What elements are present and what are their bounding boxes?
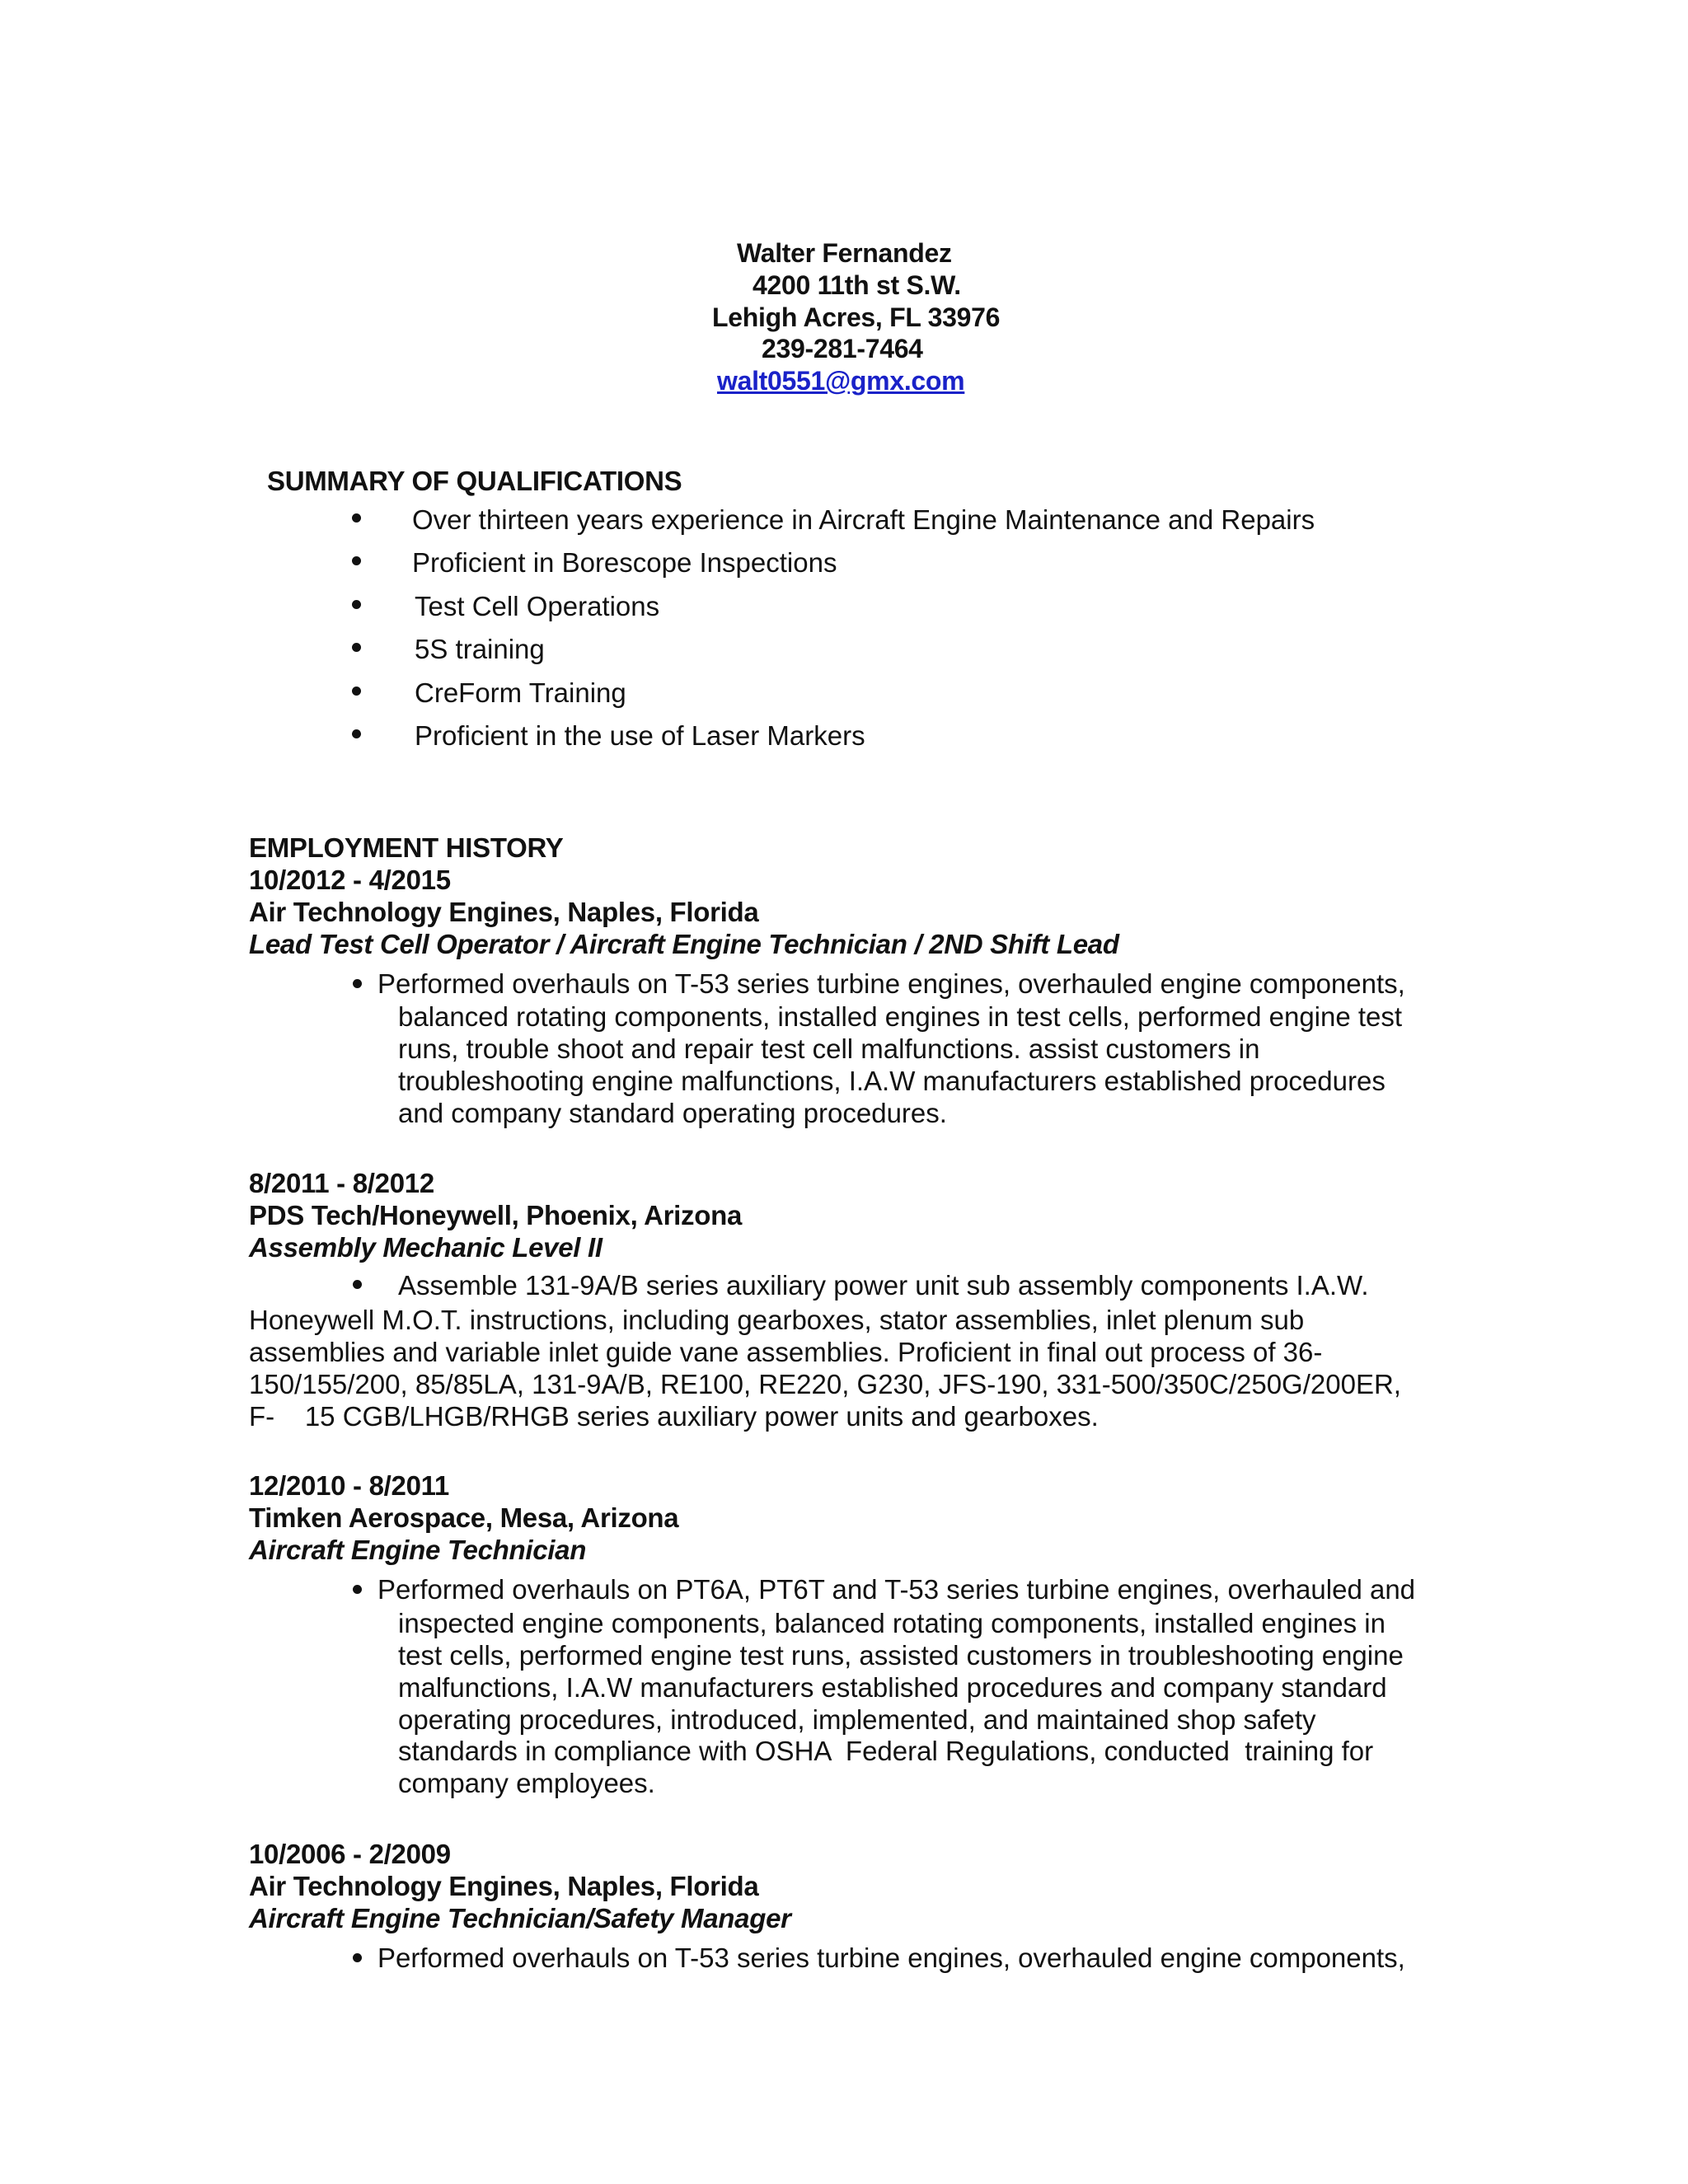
job-description-line: balanced rotating components, installed engines in test cells, performed engine test: [398, 1001, 1403, 1032]
summary-item-text: 5S training: [415, 634, 545, 664]
bullet-icon: [353, 979, 362, 988]
bullet-icon: [353, 1953, 362, 1962]
job-description-line: 150/155/200, 85/85LA, 131-9A/B, RE100, RE220, G230, JFS-190, 331-500/350C/250G/200ER,: [249, 1369, 1401, 1399]
job-description-line: inspected engine components, balanced rotating components, installed engines in: [398, 1608, 1386, 1638]
bullet-icon: [352, 513, 361, 523]
job-title: Assembly Mechanic Level II: [249, 1232, 603, 1263]
job-description-line: runs, trouble shoot and repair test cell malfunctions. assist customers in: [398, 1033, 1260, 1064]
bullet-icon: [352, 643, 361, 652]
job-description-line: test cells, performed engine test runs, assisted customers in troubleshooting engine: [398, 1640, 1404, 1671]
bullet-icon: [352, 600, 361, 609]
job-description-line: company employees.: [398, 1768, 655, 1798]
job-title: Aircraft Engine Technician: [249, 1535, 587, 1565]
summary-item-text: Over thirteen years experience in Aircraft Engine Maintenance and Repairs: [412, 504, 1315, 535]
bullet-icon: [353, 1585, 362, 1594]
city-state-zip: Lehigh Acres, FL 33976: [712, 302, 1001, 332]
summary-item-text: Test Cell Operations: [415, 591, 660, 621]
summary-heading: SUMMARY OF QUALIFICATIONS: [267, 466, 682, 496]
bullet-icon: [352, 556, 361, 565]
job-description-line: Performed overhauls on T-53 series turbine engines, overhauled engine components,: [377, 1943, 1405, 1973]
job-description-line: F- 15 CGB/LHGB/RHGB series auxiliary power units and gearboxes.: [249, 1401, 1099, 1432]
job-company: PDS Tech/Honeywell, Phoenix, Arizona: [249, 1200, 742, 1230]
phone-number: 239-281-7464: [762, 334, 923, 363]
summary-item-text: Proficient in Borescope Inspections: [412, 547, 837, 578]
bullet-icon: [352, 729, 361, 738]
job-description-line: and company standard operating procedures.: [398, 1098, 947, 1128]
employment-heading: EMPLOYMENT HISTORY: [249, 832, 564, 863]
job-dates: 10/2012 - 4/2015: [249, 865, 451, 895]
job-description-line: standards in compliance with OSHA Federal Regulations, conducted training for: [398, 1736, 1374, 1766]
job-description-line: malfunctions, I.A.W manufacturers established procedures and company standard: [398, 1672, 1387, 1703]
job-title: Aircraft Engine Technician/Safety Manager: [249, 1903, 791, 1933]
job-dates: 12/2010 - 8/2011: [249, 1470, 449, 1501]
job-description-line: Performed overhauls on PT6A, PT6T and T-53 series turbine engines, overhauled and: [377, 1574, 1416, 1605]
job-company: Air Technology Engines, Naples, Florida: [249, 1871, 759, 1901]
street-address: 4200 11th st S.W.: [753, 270, 961, 300]
job-company: Timken Aerospace, Mesa, Arizona: [249, 1502, 679, 1533]
job-description-line: Performed overhauls on T-53 series turbine engines, overhauled engine components,: [377, 968, 1405, 999]
bullet-icon: [352, 687, 361, 696]
job-dates: 10/2006 - 2/2009: [249, 1839, 451, 1869]
job-description-line: troubleshooting engine malfunctions, I.A.W manufacturers established procedures: [398, 1066, 1386, 1096]
job-description-line: Honeywell M.O.T. instructions, including gearboxes, stator assemblies, inlet plenum sub: [249, 1305, 1305, 1335]
summary-item-text: Proficient in the use of Laser Markers: [415, 720, 865, 751]
job-description-line: Assemble 131-9A/B series auxiliary power unit sub assembly components I.A.W.: [398, 1270, 1369, 1301]
bullet-icon: [353, 1280, 362, 1289]
job-title: Lead Test Cell Operator / Aircraft Engine Technician / 2ND Shift Lead: [249, 929, 1119, 959]
job-description-line: operating procedures, introduced, implemented, and maintained shop safety: [398, 1704, 1316, 1735]
email-link[interactable]: walt0551@gmx.com: [717, 366, 965, 396]
job-description-line: assemblies and variable inlet guide vane assemblies. Proficient in final out process of 36-: [249, 1337, 1323, 1367]
job-company: Air Technology Engines, Naples, Florida: [249, 897, 759, 927]
applicant-name: Walter Fernandez: [737, 238, 952, 268]
job-dates: 8/2011 - 8/2012: [249, 1168, 434, 1198]
summary-item-text: CreForm Training: [415, 677, 626, 708]
